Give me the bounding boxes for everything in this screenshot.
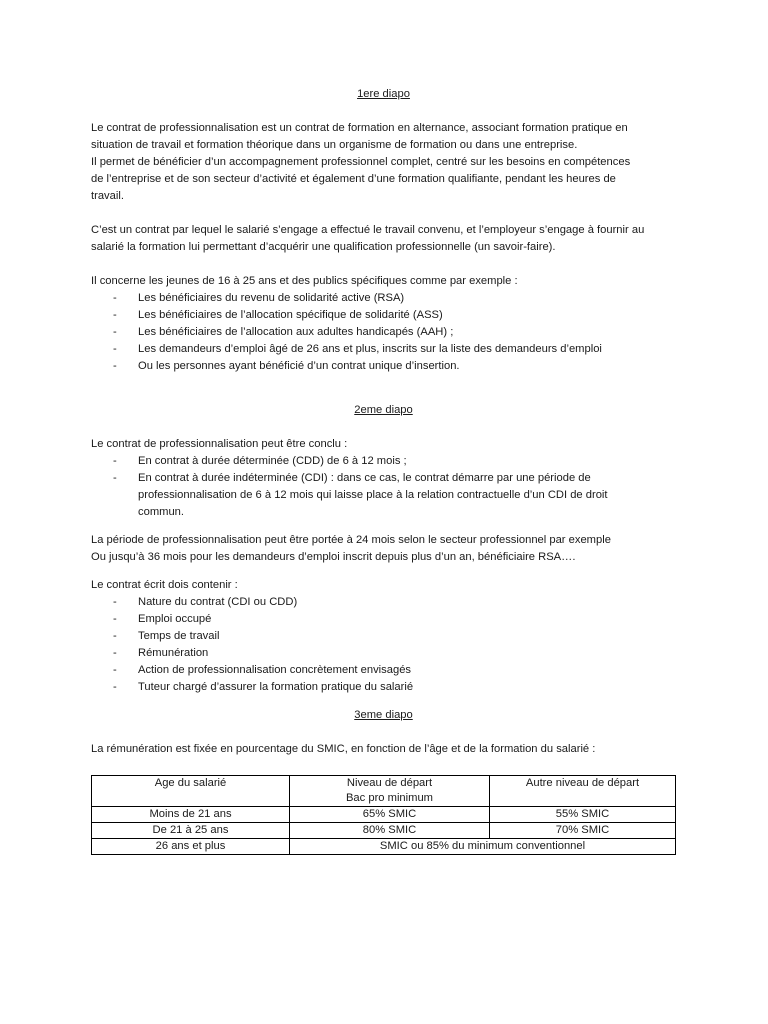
table-header-row bbox=[92, 776, 676, 807]
table-cell: 55% SMIC bbox=[490, 807, 676, 823]
header-sub: Bac pro minimum bbox=[345, 792, 434, 804]
slide1-para1-line4: de l’entreprise et de son secteur d’activité et également d’une formation qualifiante, pendant les heures de bbox=[91, 173, 616, 185]
list-item: - En contrat à durée indéterminée (CDI) : dans ce cas, le contrat démarre par une période de professionnalisation de 6 à 12 mois qui laisse place à la relation contractuelle d’un CDI de droit commun. bbox=[91, 470, 676, 521]
list-item: - Nature du contrat (CDI ou CDD) bbox=[91, 594, 676, 611]
list-item: - Les bénéficiaires de l’allocation aux adultes handicapés (AAH) ; bbox=[91, 324, 676, 341]
slide2-period-line1: La période de professionnalisation peut être portée à 24 mois selon le secteur professionnel par exemple bbox=[91, 534, 611, 546]
table-cell-merged: SMIC ou 85% du minimum conventionnel bbox=[290, 839, 676, 855]
header-main: Niveau de départ bbox=[346, 777, 433, 789]
contract-types-list bbox=[91, 453, 676, 521]
slide3-intro: La rémunération est fixée en pourcentage du SMIC, en fonction de l’âge et de la formation du salarié : bbox=[91, 743, 596, 755]
list-item: - Les demandeurs d’emploi âgé de 26 ans et plus, inscrits sur la liste des demandeurs d’emploi bbox=[91, 341, 676, 358]
table-header-cell: Autre niveau de départ bbox=[490, 776, 676, 807]
table-header-cell bbox=[290, 776, 490, 807]
document-content bbox=[91, 86, 676, 855]
beneficiaries-list bbox=[91, 290, 676, 375]
table-cell: Moins de 21 ans bbox=[92, 807, 290, 823]
heading-slide-1: 1ere diapo bbox=[357, 88, 410, 100]
slide2-period-line2: Ou jusqu’à 36 mois pour les demandeurs d’emploi inscrit depuis plus d’un an, bénéficiaire RSA…. bbox=[91, 551, 576, 563]
table-row bbox=[92, 823, 676, 839]
list-item: - Temps de travail bbox=[91, 628, 676, 645]
list-item: - Tuteur chargé d’assurer la formation pratique du salarié bbox=[91, 679, 676, 696]
slide1-para2-line2: salarié la formation lui permettant d’acquérir une qualification professionnelle (un savoir-faire). bbox=[91, 241, 556, 253]
slide2-written-intro: Le contrat écrit dois contenir : bbox=[91, 579, 238, 591]
heading-slide-2: 2eme diapo bbox=[354, 404, 413, 416]
list-item: - En contrat à durée déterminée (CDD) de 6 à 12 mois ; bbox=[91, 453, 676, 470]
table-cell: De 21 à 25 ans bbox=[92, 823, 290, 839]
list-item: - Emploi occupé bbox=[91, 611, 676, 628]
written-contents-list bbox=[91, 594, 676, 696]
slide1-para2-line1: C’est un contrat par lequel le salarié s’engage a effectué le travail convenu, et l’employeur s’engage à fournir au bbox=[91, 224, 645, 236]
list-item: - Les bénéficiaires du revenu de solidarité active (RSA) bbox=[91, 290, 676, 307]
list-item: - Les bénéficiaires de l’allocation spécifique de solidarité (ASS) bbox=[91, 307, 676, 324]
list-item: - Action de professionnalisation concrètement envisagés bbox=[91, 662, 676, 679]
slide1-para1-line5: travail. bbox=[91, 190, 124, 202]
table-cell: 65% SMIC bbox=[290, 807, 490, 823]
table-cell: 70% SMIC bbox=[490, 823, 676, 839]
slide1-para1-line1: Le contrat de professionnalisation est un contrat de formation en alternance, associant formation pratique en bbox=[91, 122, 628, 134]
table-cell: 26 ans et plus bbox=[92, 839, 290, 855]
slide1-para1-line2: situation de travail et formation théorique dans un organisme de formation ou dans une entreprise. bbox=[91, 139, 578, 151]
table-header-cell: Age du salarié bbox=[92, 776, 290, 807]
table-cell: 80% SMIC bbox=[290, 823, 490, 839]
table-row bbox=[92, 807, 676, 823]
heading-slide-3: 3eme diapo bbox=[354, 709, 413, 721]
remuneration-table bbox=[91, 775, 676, 855]
list-item: - Ou les personnes ayant bénéficié d’un contrat unique d’insertion. bbox=[91, 358, 676, 375]
list-item: - Rémunération bbox=[91, 645, 676, 662]
slide2-intro: Le contrat de professionnalisation peut être conclu : bbox=[91, 438, 348, 450]
table-row bbox=[92, 839, 676, 855]
slide1-para1-line3: Il permet de bénéficier d’un accompagnement professionnel complet, centré sur les besoins en compétences bbox=[91, 156, 631, 168]
slide1-para3: Il concerne les jeunes de 16 à 25 ans et des publics spécifiques comme par exemple : bbox=[91, 275, 518, 287]
